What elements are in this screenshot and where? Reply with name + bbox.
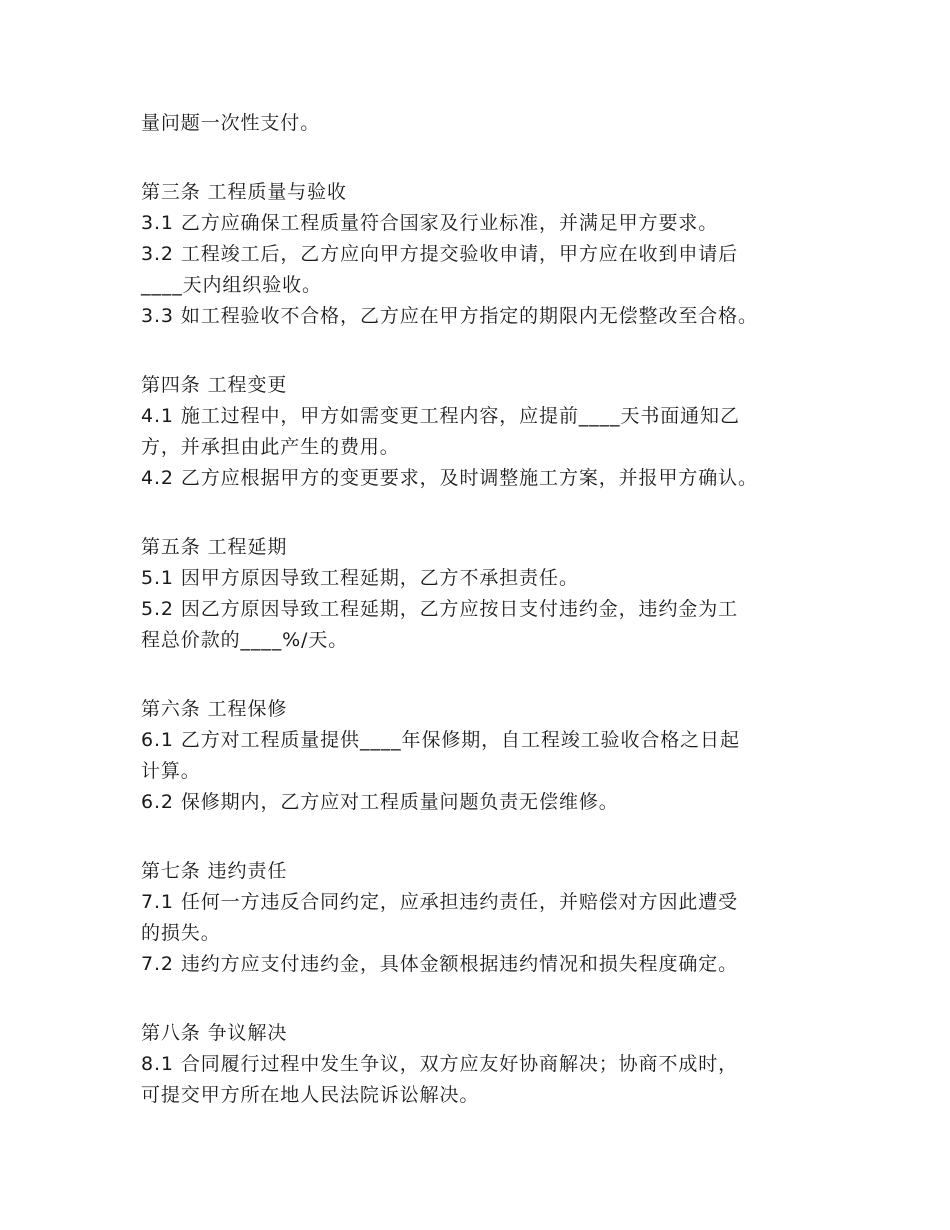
text-line: 4.1 施工过程中，甲方如需变更工程内容，应提前____天书面通知乙 (141, 405, 740, 427)
text-line: ____天内组织验收。 (141, 274, 322, 296)
paragraph-gap (141, 656, 841, 694)
text-line: 量问题一次性支付。 (141, 112, 321, 134)
text-line: 6.2 保修期内，乙方应对工程质量问题负责无偿维修。 (141, 791, 619, 813)
text-line: 6.1 乙方对工程质量提供____年保修期，自工程竣工验收合格之日起 (141, 729, 740, 751)
text-line: 可提交甲方所在地人民法院诉讼解决。 (141, 1084, 480, 1106)
text-line: 7.2 违约方应支付违约金，具体金额根据违约情况和损失程度确定。 (141, 953, 739, 975)
text-line: 3.2 工程竣工后，乙方应向甲方提交验收申请，甲方应在收到申请后 (141, 243, 739, 265)
text-line: 程总价款的____%/天。 (141, 629, 349, 651)
text-line: 8.1 合同履行过程中发生争议，双方应友好协商解决；协商不成时， (141, 1053, 739, 1075)
section-heading: 第五条 工程延期 (141, 536, 288, 558)
text-line: 7.1 任何一方违反合同约定，应承担违约责任，并赔偿对方因此遭受 (141, 891, 739, 913)
document-body (141, 108, 841, 1111)
section-heading: 第三条 工程质量与验收 (141, 181, 347, 203)
paragraph-gap (141, 818, 841, 856)
paragraph-gap (141, 139, 841, 177)
text-line: 5.1 因甲方原因导致工程延期，乙方不承担责任。 (141, 567, 579, 589)
text-line: 计算。 (141, 760, 201, 782)
section-heading: 第六条 工程保修 (141, 698, 288, 720)
paragraph-gap (141, 494, 841, 532)
paragraph-gap (141, 980, 841, 1018)
text-line: 5.2 因乙方原因导致工程延期，乙方应按日支付违约金，违约金为工 (141, 598, 739, 620)
text-line: 3.1 乙方应确保工程质量符合国家及行业标准，并满足甲方要求。 (141, 212, 719, 234)
text-line: 方，并承担由此产生的费用。 (141, 436, 400, 458)
section-heading: 第七条 违约责任 (141, 860, 288, 882)
section-heading: 第四条 工程变更 (141, 374, 288, 396)
text-line: 的损失。 (141, 922, 221, 944)
paragraph-gap (141, 332, 841, 370)
text-line: 4.2 乙方应根据甲方的变更要求，及时调整施工方案，并报甲方确认。 (141, 467, 758, 489)
text-line: 3.3 如工程验收不合格，乙方应在甲方指定的期限内无偿整改至合格。 (141, 305, 758, 327)
section-heading: 第八条 争议解决 (141, 1022, 288, 1044)
